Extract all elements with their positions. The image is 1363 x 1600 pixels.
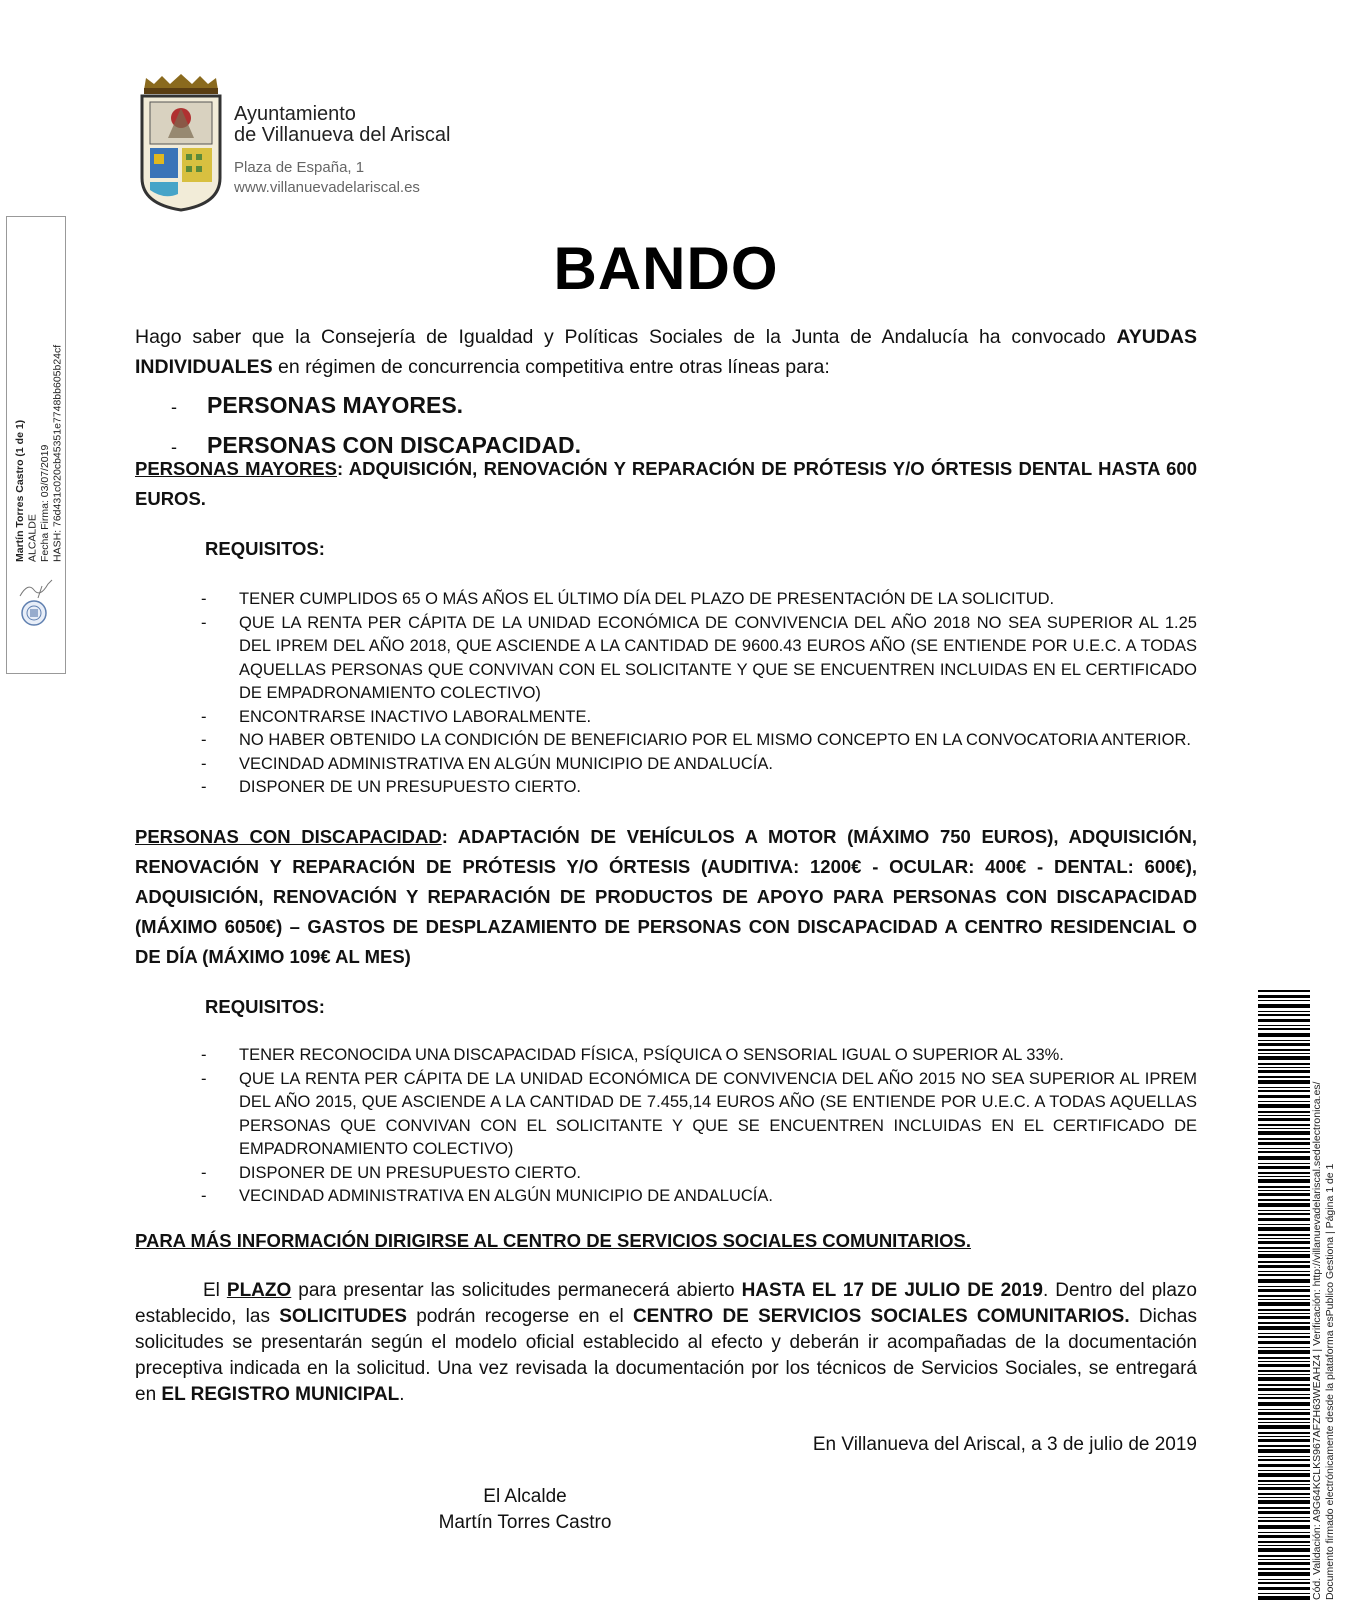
deadline-date: HASTA EL 17 DE JULIO DE 2019 — [741, 1280, 1043, 1301]
signature-block — [385, 1484, 665, 1536]
plazo-text: podrán recogerse en el — [406, 1306, 633, 1327]
intro-bold: AYUDAS INDIVIDUALES — [135, 326, 1197, 378]
stamp-role: ALCALDE — [26, 514, 39, 562]
list-item: - VECINDAD ADMINISTRATIVA EN ALGÚN MUNICIPIO DE ANDALUCÍA. — [201, 1185, 1197, 1209]
list-item: - NO HABER OBTENIDO LA CONDICIÓN DE BENEFICIARIO POR EL MISMO CONCEPTO EN LA CONVOCATORIA ANTERIOR. — [201, 729, 1197, 753]
plazo-word: PLAZO — [226, 1280, 292, 1301]
intro-text-b: en régimen de concurrencia competitiva entre otras líneas para: — [272, 356, 830, 378]
centro-name: CENTRO DE SERVICIOS SOCIALES COMUNITARIOS. — [632, 1306, 1130, 1327]
plazo-text: . — [399, 1384, 405, 1405]
org-website: www.villanuevadelariscal.es — [234, 179, 420, 196]
stamp-date: Fecha Firma: 03/07/2019 — [39, 444, 51, 562]
intro-paragraph — [135, 322, 1197, 382]
list-item: - DISPONER DE UN PRESUPUESTO CIERTO. — [201, 1162, 1197, 1186]
list-item: - TENER CUMPLIDOS 65 O MÁS AÑOS EL ÚLTIMO DÍA DEL PLAZO DE PRESENTACIÓN DE LA SOLICITUD. — [201, 588, 1197, 612]
mayores-requisitos-title: REQUISITOS: — [205, 538, 325, 559]
signer-role: El Alcalde — [483, 1486, 567, 1507]
organization-block — [234, 104, 594, 198]
list-item: - QUE LA RENTA PER CÁPITA DE LA UNIDAD ECONÓMICA DE CONVIVENCIA DEL AÑO 2015 NO SEA SUPERIOR AL IPREM DEL AÑO 2015, QUE ASCIENDE A LA CANTIDAD DE 7.455,14 EUROS AÑO (SE ENTIENDE POR U.E.C. A TODAS AQUELLAS PERSONAS QUE CONVIVAN CON EL SOLICITANTE Y QUE SE ENCUENTREN INCLUIDAS EN EL CERTIFICADO DE EMPADRONAMIENTO COLECTIVO) — [201, 1068, 1197, 1162]
target-group-item — [171, 386, 581, 426]
list-item: - QUE LA RENTA PER CÁPITA DE LA UNIDAD ECONÓMICA DE CONVIVENCIA DEL AÑO 2018 NO SEA SUPERIOR AL 1.25 DEL IPREM DEL AÑO 2018, QUE ASCIENDE A LA CANTIDAD DE 9600.43 EUROS AÑO (SE ENTIENDE POR U.E.C. A TODAS AQUELLAS PERSONAS QUE CONVIVAN CON EL SOLICITANTE Y QUE SE ENCUENTREN INCLUIDAS EN EL CERTIFICADO DE EMPADRONAMIENTO COLECTIVO) — [201, 612, 1197, 706]
org-name-line2: de Villanueva del Ariscal — [234, 124, 451, 146]
signature-scribble-icon — [18, 578, 54, 600]
mayores-requisitos-list — [201, 588, 1197, 800]
discapacidad-text: : ADAPTACIÓN DE VEHÍCULOS A MOTOR (MÁXIMO 750 EUROS), ADQUISICIÓN, RENOVACIÓN Y REPARACIÓN DE PRÓTESIS Y/O ÓRTESIS (AUDITIVA: 1200€ - OCULAR: 400€ - DENTAL: 600€), ADQUISICIÓN, RENOVACIÓN Y REPARACIÓN DE PRODUCTOS DE APOYO PARA PERSONAS CON DISCAPACIDAD (MÁXIMO 6050€) – GASTOS DE DESPLAZAMIENTO DE PERSONAS CON DISCAPACIDAD A CENTRO RESIDENCIAL O DE DÍA (MÁXIMO 109€ AL MES) — [135, 826, 1197, 967]
discapacidad-label: PERSONAS CON DISCAPACIDAD — [135, 826, 442, 847]
list-dash: - — [171, 437, 177, 457]
org-address: Plaza de España, 1 — [234, 159, 365, 176]
mayores-heading — [135, 454, 1197, 514]
deadline-paragraph — [135, 1278, 1197, 1408]
plazo-text: para presentar las solicitudes permanecerá abierto — [291, 1280, 742, 1301]
barcode-icon — [1258, 990, 1310, 1600]
discapacidad-requisitos-list — [201, 1044, 1197, 1209]
seal-icon — [19, 598, 49, 628]
barcode-line2: Documento firmado electrónicamente desde la plataforma esPublico Gestiona | Página 1 de 1 — [1324, 1163, 1336, 1600]
registro-name: EL REGISTRO MUNICIPAL — [161, 1384, 400, 1405]
list-item: - TENER RECONOCIDA UNA DISCAPACIDAD FÍSICA, PSÍQUICA O SENSORIAL IGUAL O SUPERIOR AL 33%. — [201, 1044, 1197, 1068]
plazo-text: El — [203, 1280, 227, 1301]
mayores-text: : ADQUISICIÓN, RENOVACIÓN Y REPARACIÓN DE PRÓTESIS Y/O ÓRTESIS DENTAL HASTA 600 EUROS. — [135, 458, 1197, 509]
org-name-line1: Ayuntamiento — [234, 103, 356, 125]
stamp-signer: Martín Torres Castro (1 de 1) — [14, 419, 26, 562]
barcode-validation-text — [1311, 1010, 1341, 1600]
plazo-text: Dichas solicitudes se presentarán según el modelo oficial establecido al efecto y deberán ir acompañadas de la documentación preceptiva indicada en la solicitud. Una vez revisada la documentación por los técnicos de Servicios Sociales, se entregará en — [135, 1306, 1197, 1405]
list-item: - DISPONER DE UN PRESUPUESTO CIERTO. — [201, 776, 1197, 800]
target-group-label: PERSONAS CON DISCAPACIDAD. — [207, 432, 581, 458]
mayores-label: PERSONAS MAYORES — [135, 458, 337, 479]
document-title: BANDO — [553, 235, 779, 302]
more-info-line: PARA MÁS INFORMACIÓN DIRIGIRSE AL CENTRO DE SERVICIOS SOCIALES COMUNITARIOS. — [135, 1230, 971, 1251]
barcode-line1: Cód. Validación: A9G64KCLKS967AFZH63WEAHZ4 | Verificación: http://villanuevadelariscal.sedelectronica.es/ — [1311, 1081, 1323, 1600]
place-and-date: En Villanueva del Ariscal, a 3 de julio de 2019 — [812, 1434, 1197, 1455]
list-item: - VECINDAD ADMINISTRATIVA EN ALGÚN MUNICIPIO DE ANDALUCÍA. — [201, 753, 1197, 777]
plazo-text: . Dentro del plazo establecido, las — [135, 1280, 1197, 1327]
intro-text-a: Hago saber que la Consejería de Igualdad y Políticas Sociales de la Junta de Andalucía ha convocado — [135, 326, 1117, 348]
signer-name: Martín Torres Castro — [438, 1512, 612, 1533]
stamp-hash: HASH: 76d431c020cb45351e7748bb605b24cf — [51, 344, 64, 562]
solicitudes-word: SOLICITUDES — [279, 1306, 407, 1327]
discapacidad-heading — [135, 822, 1197, 972]
list-dash: - — [171, 397, 177, 417]
list-item: - ENCONTRARSE INACTIVO LABORALMENTE. — [201, 706, 1197, 730]
municipal-crest-logo — [138, 74, 224, 212]
discapacidad-requisitos-title: REQUISITOS: — [205, 996, 325, 1017]
target-group-label: PERSONAS MAYORES. — [207, 392, 464, 418]
signature-stamp-text — [14, 222, 64, 562]
